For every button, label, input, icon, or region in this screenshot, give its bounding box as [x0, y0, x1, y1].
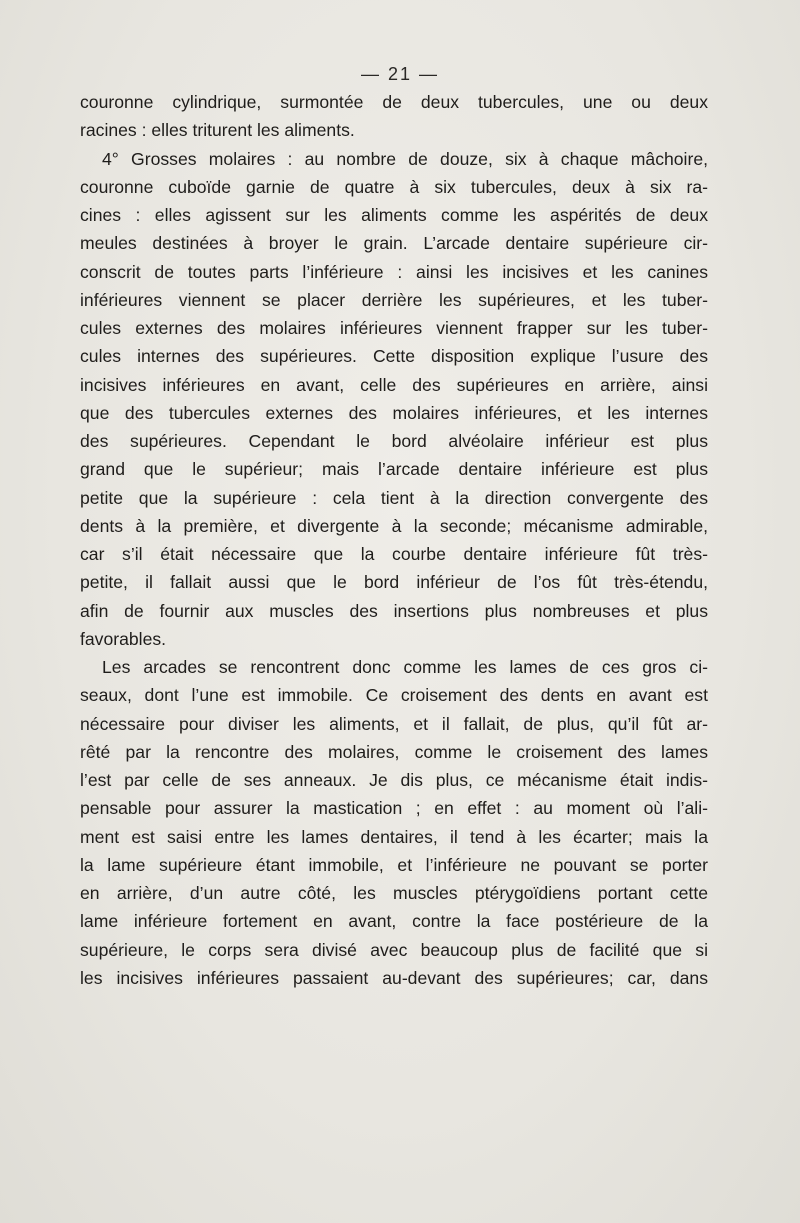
text-line: la lame supérieure étant immobile, et l’inférieure ne pouvant se porter — [80, 854, 708, 875]
text-line: car s’il était nécessaire que la courbe dentaire inférieure fût très- — [80, 544, 708, 564]
text-line: afin de fournir aux muscles des insertions plus nombreuses et plus — [80, 600, 708, 621]
text-line: en arrière, d’un autre côté, les muscles ptérygoïdiens portant cette — [80, 883, 708, 903]
page-number: — 21 — — [360, 64, 440, 84]
text-line: inférieures viennent se placer derrière les supérieures, et les tuber- — [80, 289, 708, 310]
body-text — [80, 88, 708, 992]
text-line: grand que le supérieur; mais l’arcade dentaire inférieure est plus — [80, 459, 708, 480]
text-line: petite, il fallait aussi que le bord inférieur de l’os fût très-étendu, — [80, 572, 708, 593]
text-line: cules internes des supérieures. Cette disposition explique l’usure des — [80, 346, 708, 367]
text-line: pensable pour assurer la mastication ; en effet : au moment où l’ali- — [80, 798, 708, 819]
text-line: que des tubercules externes des molaires inférieures, et les internes — [80, 402, 708, 423]
text-line: l’est par celle de ses anneaux. Je dis plus, ce mécanisme était indis- — [80, 770, 708, 790]
text-line: couronne cylindrique, surmontée de deux tubercules, une ou deux — [80, 92, 708, 112]
text-line: favorables. — [80, 628, 167, 649]
text-line: petite que la supérieure : cela tient à la direction convergente des — [80, 487, 708, 508]
text-line: meules destinées à broyer le grain. L’arcade dentaire supérieure cir- — [80, 233, 708, 254]
text-line: ment est saisi entre les lames dentaires, il tend à les écarter; mais la — [80, 826, 708, 847]
text-line: incisives inférieures en avant, celle des supérieures en arrière, ainsi — [80, 374, 708, 395]
text-line: dents à la première, et divergente à la seconde; mécanisme admirable, — [80, 515, 708, 536]
text-line: lame inférieure fortement en avant, contre la face postérieure de la — [80, 911, 708, 932]
text-line: conscrit de toutes parts l’inférieure : ainsi les incisives et les canines — [80, 261, 708, 282]
text-line: rêté par la rencontre des molaires, comme le croisement des lames — [80, 741, 708, 762]
text-line: nécessaire pour diviser les aliments, et il fallait, de plus, qu’il fût ar- — [80, 713, 708, 734]
text-line: cines : elles agissent sur les aliments comme les aspérités de deux — [80, 205, 708, 225]
text-line: couronne cuboïde garnie de quatre à six tubercules, deux à six ra- — [80, 176, 708, 197]
text-line: Les arcades se rencontrent donc comme les lames de ces gros ci- — [102, 657, 708, 677]
text-line: les incisives inférieures passaient au-devant des supérieures; car, dans — [80, 967, 708, 988]
text-line: racines : elles triturent les aliments. — [80, 120, 355, 141]
text-line: seaux, dont l’une est immobile. Ce croisement des dents en avant est — [80, 685, 708, 706]
text-line: cules externes des molaires inférieures viennent frapper sur les tuber- — [80, 318, 708, 338]
text-line: supérieure, le corps sera divisé avec beaucoup plus de facilité que si — [80, 939, 708, 960]
text-line: des supérieures. Cependant le bord alvéolaire inférieur est plus — [80, 431, 708, 451]
text-line: 4° Grosses molaires : au nombre de douze, six à chaque mâchoire, — [102, 148, 708, 169]
